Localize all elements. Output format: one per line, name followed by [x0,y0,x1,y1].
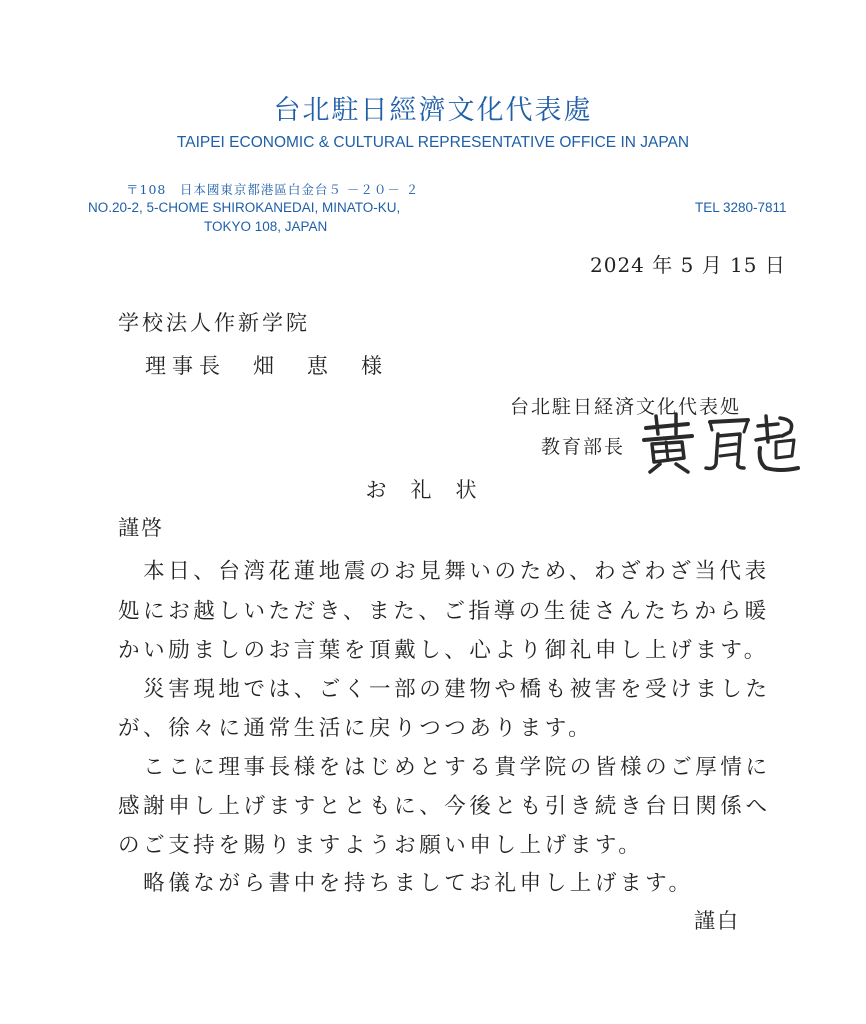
addressee-organization: 学校法人作新学院 [118,311,310,335]
sender-organization: 台北駐日経済文化代表処 [510,396,742,418]
letterhead-address-en-line2: TOKYO 108, JAPAN [204,219,328,234]
body-line: 本日、台湾花蓮地震のお見舞いのため、わざわざ当代表 [118,559,770,584]
body-line: のご支持を賜りますようお願い申し上げます。 [118,833,644,858]
letter-date: 2024 年 5 月 15 日 [590,253,786,277]
sender-title: 教育部長 [541,436,626,458]
body-line: ここに理事長様をはじめとする貴学院の皆様のご厚情に [118,755,771,780]
letter-title: お礼状 [365,478,501,502]
letterhead-tel: TEL 3280-7811 [695,200,787,215]
letterhead-title-zh: 台北駐日經濟文化代表處 [273,95,593,126]
salutation: 謹啓 [118,516,164,540]
body-line: 処にお越しいただき、また、ご指導の生徒さんたちから暖 [118,599,770,624]
body-line: が、徐々に通常生活に戻りつつあります。 [118,716,594,741]
addressee-name: 理事長 畑 恵 様 [145,354,388,378]
letterhead-address-jp: 〒108 日本國東京都港區白金台５ －２０－ ２ [126,182,420,197]
letterhead-title-en: TAIPEI ECONOMIC & CULTURAL REPRESENTATIVE OFFICE IN JAPAN [176,134,690,151]
body-line: 感謝申し上げますとともに、今後とも引き続き台日関係へ [118,794,771,819]
body-line: 略儀ながら書中を持ちましてお礼申し上げます。 [118,871,694,896]
body-line: かい励ましのお言葉を頂戴し、心より御礼申し上げます。 [118,638,769,663]
closing: 謹白 [694,909,740,933]
body-line: 災害現地では、ごく一部の建物や橋も被害を受けました [118,677,771,702]
letterhead-address-en-line1: NO.20-2, 5-CHOME SHIROKANEDAI, MINATO-KU, [88,200,401,215]
handwritten-signature [640,412,800,474]
